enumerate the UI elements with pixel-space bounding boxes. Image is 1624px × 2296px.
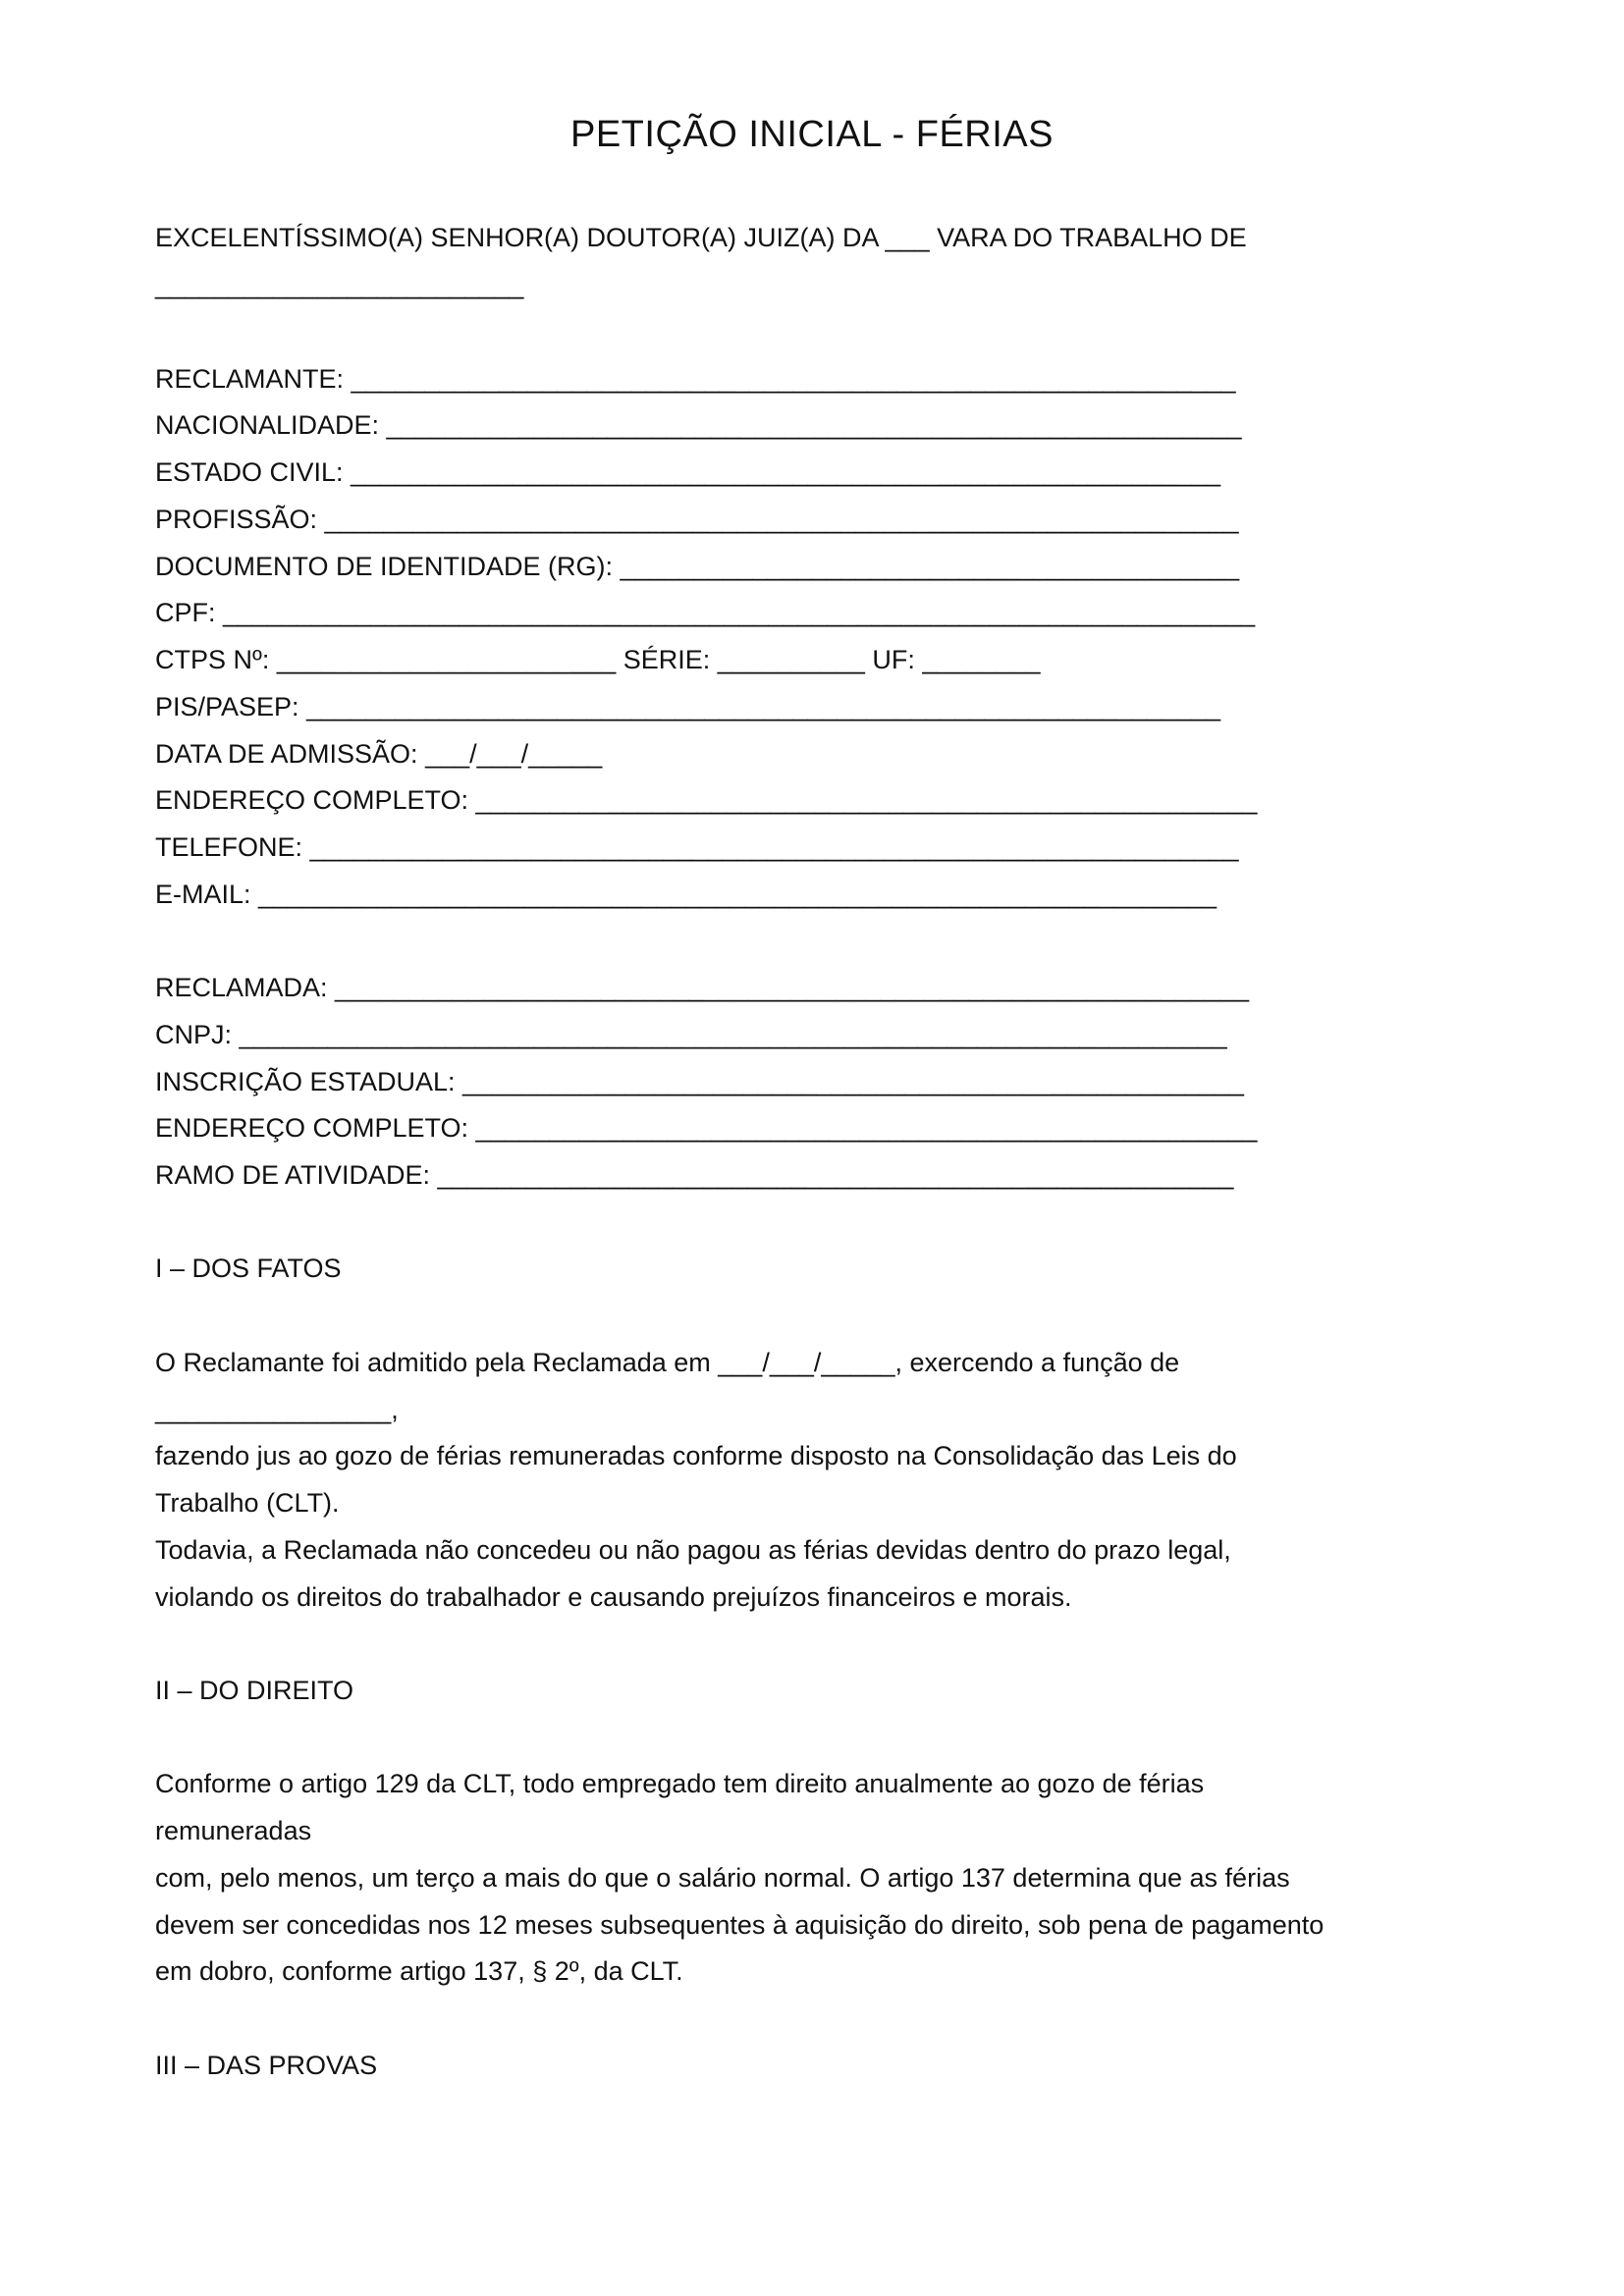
fatos-line-1: O Reclamante foi admitido pela Reclamada em ___/___/_____, exercendo a função de	[155, 1348, 1180, 1377]
field-profissao: PROFISSÃO: ______________________________________________________________	[155, 505, 1239, 534]
direito-line-3: com, pelo menos, um terço a mais do que o salário normal. O artigo 137 determina que as férias	[155, 1863, 1290, 1893]
field-cnpj: CNPJ: ___________________________________________________________________	[155, 1020, 1227, 1049]
field-telefone: TELEFONE: _______________________________________________________________	[155, 832, 1239, 862]
document-title: PETIÇÃO INICIAL - FÉRIAS	[569, 114, 1054, 155]
fatos-line-6: violando os direitos do trabalhador e causando prejuízos financeiros e morais.	[155, 1582, 1072, 1612]
fatos-line-4: Trabalho (CLT).	[155, 1488, 340, 1518]
field-data-admissao: DATA DE ADMISSÃO: ___/___/_____	[155, 739, 603, 769]
fatos-line-5: Todavia, a Reclamada não concedeu ou não pagou as férias devidas dentro do prazo legal,	[155, 1535, 1231, 1565]
direito-line-1: Conforme o artigo 129 da CLT, todo empregado tem direito anualmente ao gozo de férias	[155, 1769, 1205, 1798]
field-estado-civil: ESTADO CIVIL: ___________________________________________________________	[155, 457, 1220, 487]
field-endereco-reclamante: ENDEREÇO COMPLETO: _____________________________________________________	[155, 785, 1258, 815]
field-rg: DOCUMENTO DE IDENTIDADE (RG): __________________________________________	[155, 552, 1240, 581]
field-endereco-reclamada: ENDEREÇO COMPLETO: _____________________________________________________	[155, 1113, 1258, 1143]
field-cpf: CPF: ______________________________________________________________________	[155, 598, 1256, 627]
addressee-line-1: EXCELENTÍSSIMO(A) SENHOR(A) DOUTOR(A) JUIZ(A) DA ___ VARA DO TRABALHO DE	[155, 223, 1247, 252]
fatos-line-2: ________________,	[155, 1395, 399, 1424]
direito-line-4: devem ser concedidas nos 12 meses subsequentes à aquisição do direito, sob pena de pagamento	[155, 1910, 1325, 1940]
field-reclamante: RECLAMANTE: ____________________________________________________________	[155, 364, 1236, 394]
field-nacionalidade: NACIONALIDADE: __________________________________________________________	[155, 410, 1242, 440]
field-ctps: CTPS Nº: _______________________ SÉRIE: __________ UF: ________	[155, 645, 1041, 674]
fatos-line-3: fazendo jus ao gozo de férias remuneradas conforme disposto na Consolidação das Leis do	[155, 1441, 1237, 1470]
section-heading-provas: III – DAS PROVAS	[155, 2051, 378, 2080]
direito-line-5: em dobro, conforme artigo 137, § 2º, da CLT.	[155, 1956, 683, 1986]
field-ramo-atividade: RAMO DE ATIVIDADE: ______________________________________________________	[155, 1160, 1234, 1190]
section-heading-direito: II – DO DIREITO	[155, 1676, 354, 1705]
field-email: E-MAIL: _________________________________________________________________	[155, 880, 1218, 909]
field-reclamada: RECLAMADA: ______________________________________________________________	[155, 973, 1250, 1002]
field-inscricao-estadual: INSCRIÇÃO ESTADUAL: _____________________________________________________	[155, 1067, 1244, 1096]
direito-line-2: remuneradas	[155, 1816, 312, 1845]
addressee-line-2: _________________________	[155, 270, 524, 299]
field-pis-pasep: PIS/PASEP: ______________________________________________________________	[155, 692, 1221, 721]
section-heading-fatos: I – DOS FATOS	[155, 1254, 342, 1283]
